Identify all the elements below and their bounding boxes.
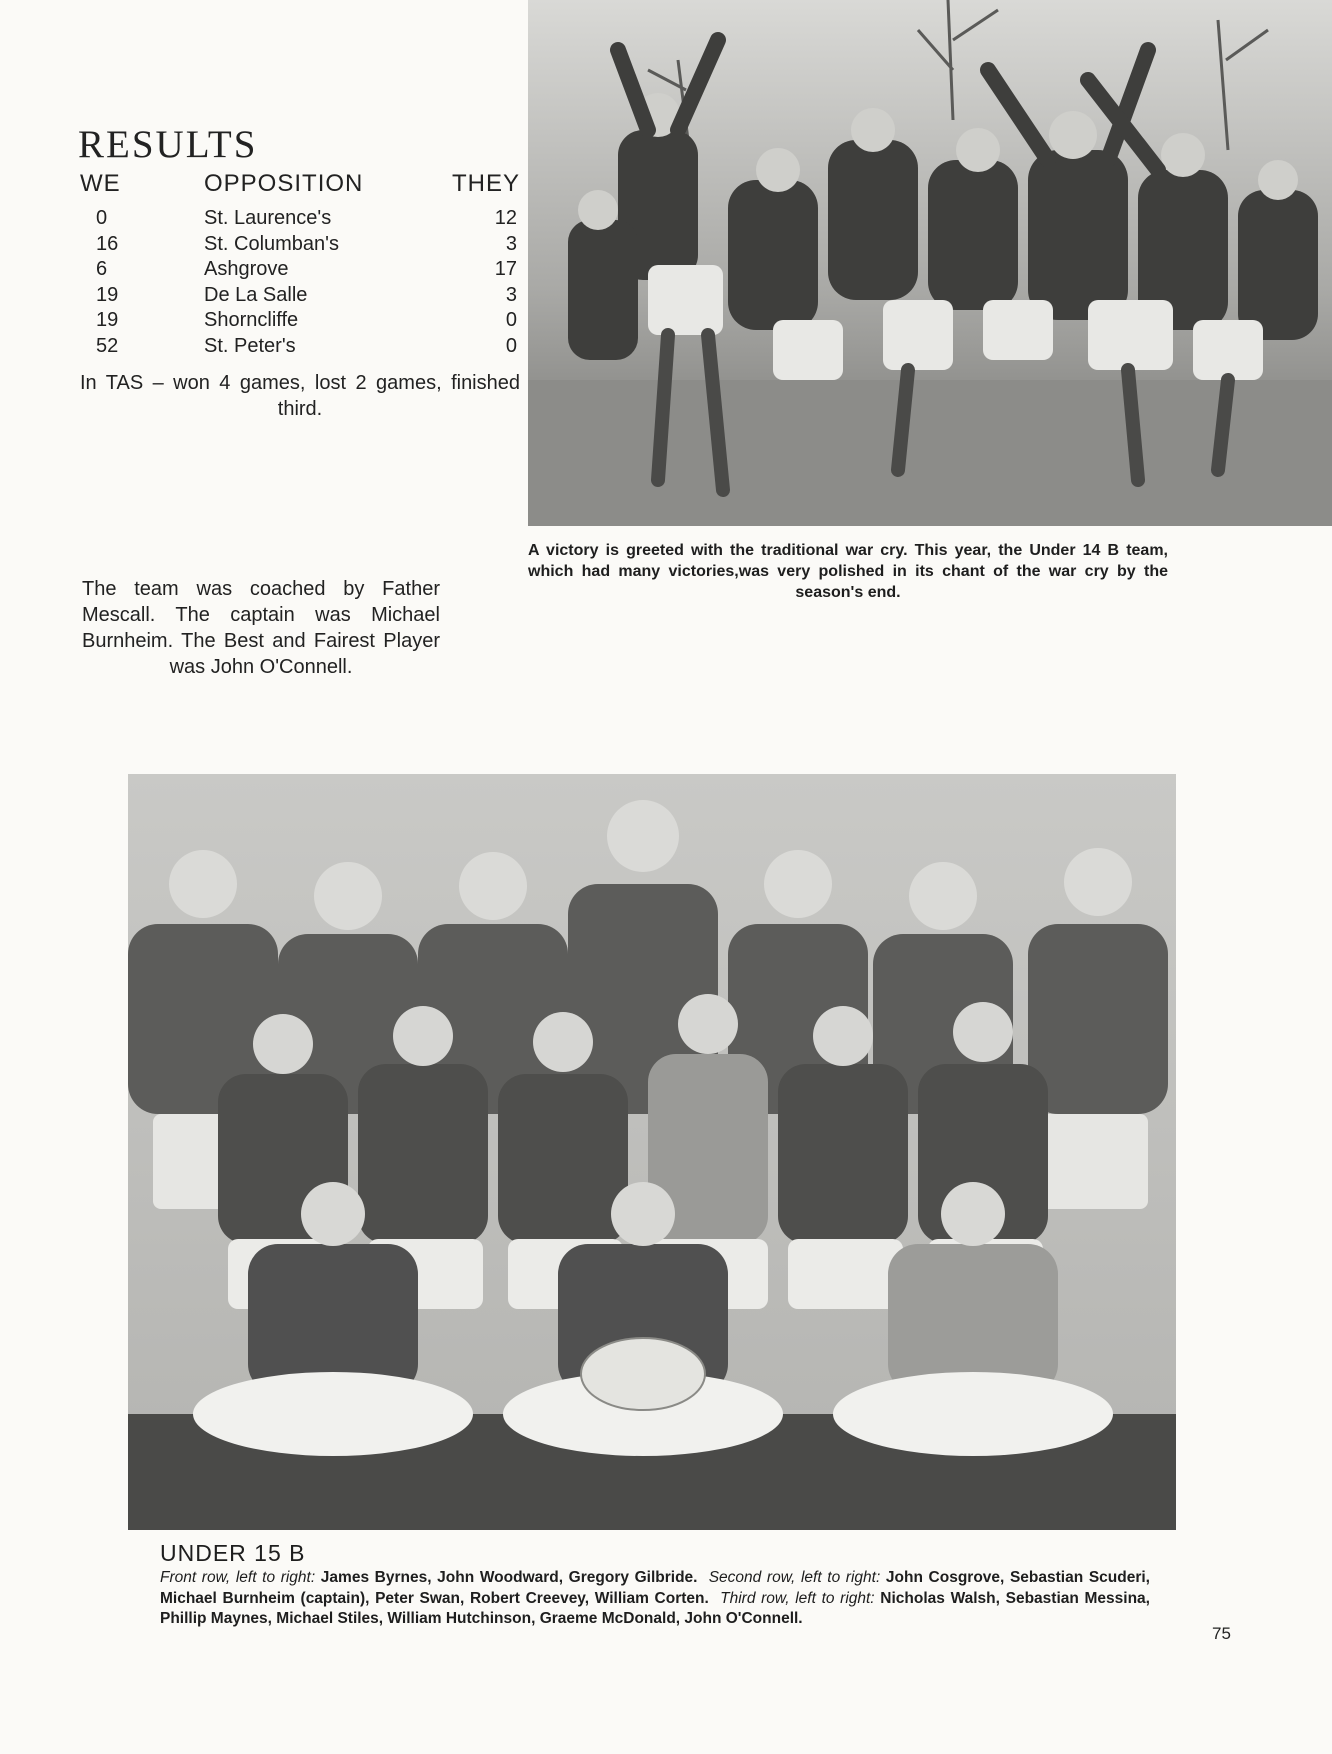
result-row	[80, 308, 520, 334]
score-they: 0	[505, 334, 517, 357]
team-names-caption	[160, 1568, 1150, 1630]
score-they: 3	[505, 232, 517, 255]
page-number: 75	[1212, 1624, 1231, 1643]
result-row	[80, 232, 520, 258]
score-we: 0	[96, 207, 108, 229]
front-row-names: James Byrnes, John Woodward, Gregory Gilbride.	[320, 1569, 698, 1586]
results-title: RESULTS	[78, 123, 258, 166]
opposition-name: De La Salle	[204, 283, 308, 306]
war-cry-caption: A victory is greeted with the traditional war cry. This year, the Under 14 B team, which had many victories,was very polished in its chant of the war cry by the season's end.	[528, 542, 1168, 601]
score-we: 6	[96, 258, 108, 281]
score-they: 17	[494, 258, 517, 281]
score-they: 12	[494, 207, 517, 229]
header-opposition: OPPOSITION	[204, 170, 364, 197]
opposition-name: Shorncliffe	[204, 309, 299, 332]
war-cry-photo	[528, 0, 1332, 526]
coach-paragraph: The team was coached by Father Mescall. The captain was Michael Burnheim. The Best and Fairest Player was John O'Connell.	[82, 578, 440, 678]
result-row	[80, 283, 520, 309]
results-table	[80, 170, 520, 360]
third-row-names: Nicholas Walsh, Sebastian Messina, Phillip Maynes, Michael Stiles, William Hutchinson, Graeme McDonald, John O'Connell.	[160, 1589, 1150, 1627]
second-row-names: John Cosgrove, Sebastian Scuderi, Michael Burnheim (captain), Peter Swan, Robert Creevey, William Corten.	[160, 1569, 1150, 1607]
header-they: THEY	[451, 170, 520, 197]
opposition-name: St. Columban's	[204, 232, 339, 255]
result-row	[80, 206, 520, 232]
opposition-name: St. Peter's	[204, 334, 296, 357]
opposition-name: Ashgrove	[204, 258, 289, 281]
opposition-name: St. Laurence's	[204, 207, 332, 229]
result-row	[80, 257, 520, 283]
score-we: 19	[96, 309, 119, 332]
score-they: 3	[505, 283, 517, 306]
score-we: 19	[96, 283, 119, 306]
team-photo	[128, 774, 1176, 1530]
score-we: 52	[96, 334, 119, 357]
team-heading: UNDER 15 B	[160, 1540, 306, 1566]
score-they: 0	[505, 309, 517, 332]
score-we: 16	[96, 232, 119, 255]
header-we: WE	[80, 170, 121, 197]
result-row	[80, 334, 520, 360]
tas-summary: In TAS – won 4 games, lost 2 games, finished third.	[80, 372, 520, 420]
front-row-label: Front row, left to right:	[160, 1569, 316, 1586]
results-header-row	[80, 170, 520, 206]
third-row-label: Third row, left to right:	[720, 1589, 875, 1607]
second-row-label: Second row, left to right:	[708, 1569, 881, 1586]
